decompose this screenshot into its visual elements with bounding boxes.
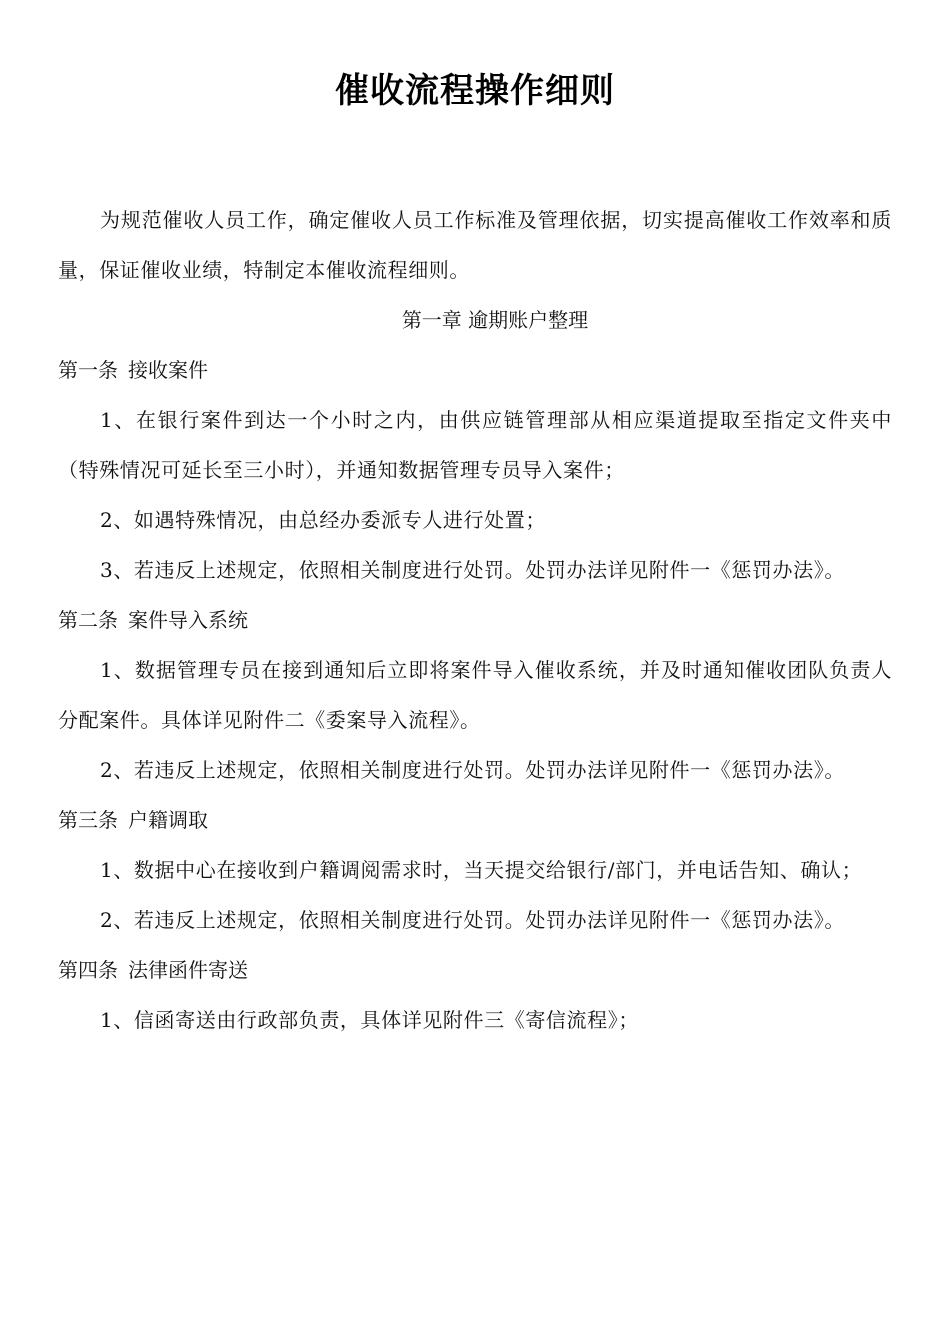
article-heading xyxy=(58,945,892,995)
article-name: 接收案件 xyxy=(128,358,208,382)
article-name: 法律函件寄送 xyxy=(128,958,248,982)
article-number: 第三条 xyxy=(58,808,118,832)
article-number: 第一条 xyxy=(58,358,118,382)
article-name: 户籍调取 xyxy=(128,808,208,832)
article-item: 2、若违反上述规定，依照相关制度进行处罚。处罚办法详见附件一《惩罚办法》。 xyxy=(100,758,845,782)
article-item: 2、如遇特殊情况，由总经办委派专人进行处置； xyxy=(100,508,546,532)
document-title: 催收流程操作细则 xyxy=(335,71,615,111)
article-item: 1、在银行案件到达一个小时之内，由供应链管理部从相应渠道提取至指定文件夹中（特殊情况可延长至三小时），并通知数据管理专员导入案件； xyxy=(58,408,892,482)
intro-paragraph: 为规范催收人员工作，确定催收人员工作标准及管理依据，切实提高催收工作效率和质量，保证催收业绩，特制定本催收流程细则。 xyxy=(58,208,892,282)
article-number: 第二条 xyxy=(58,608,118,632)
document-body xyxy=(58,195,892,1045)
article-heading xyxy=(58,595,892,645)
chapter-heading: 第一章 逾期账户整理 xyxy=(401,308,589,332)
article-number: 第四条 xyxy=(58,958,118,982)
article-item: 1、数据管理专员在接到通知后立即将案件导入催收系统，并及时通知催收团队负责人分配案件。具体详见附件二《委案导入流程》。 xyxy=(58,658,892,732)
article-item: 1、数据中心在接收到户籍调阅需求时，当天提交给银行/部门，并电话告知、确认； xyxy=(100,858,863,882)
article-heading xyxy=(58,345,892,395)
article-name: 案件导入系统 xyxy=(128,608,248,632)
article-item: 1、信函寄送由行政部负责，具体详见附件三《寄信流程》； xyxy=(100,1008,639,1032)
article-heading xyxy=(58,795,892,845)
article-item: 3、若违反上述规定，依照相关制度进行处罚。处罚办法详见附件一《惩罚办法》。 xyxy=(100,558,845,582)
article-item: 2、若违反上述规定，依照相关制度进行处罚。处罚办法详见附件一《惩罚办法》。 xyxy=(100,908,845,932)
